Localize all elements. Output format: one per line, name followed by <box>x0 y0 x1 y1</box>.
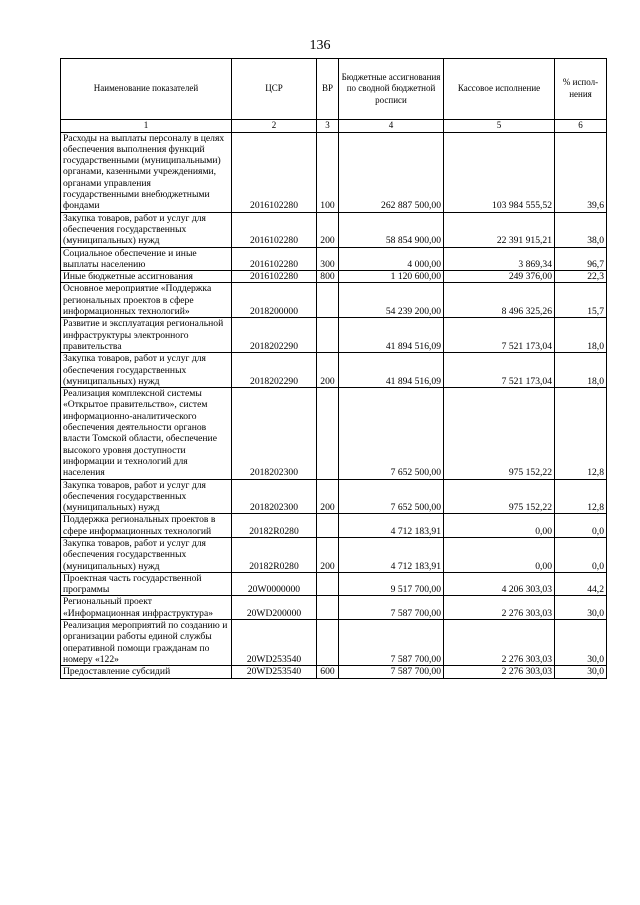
row-budget-allocation: 7 587 700,00 <box>339 596 444 620</box>
row-indicator-name: Предоставление субсидий <box>61 666 232 678</box>
row-csr: 2018200000 <box>232 283 317 318</box>
column-numbers-row <box>61 120 607 133</box>
table-row <box>61 596 607 620</box>
row-vr: 200 <box>317 212 339 247</box>
row-indicator-name: Реализация мероприятий по созданию и организации работы единой службы оперативной помощи гражданам по номеру «122» <box>61 620 232 666</box>
column-number: 5 <box>444 120 555 133</box>
row-csr: 2018202300 <box>232 388 317 479</box>
row-vr <box>317 596 339 620</box>
header-vr: ВР <box>317 59 339 120</box>
row-cash-execution: 8 496 325,26 <box>444 283 555 318</box>
row-csr: 2016102280 <box>232 271 317 283</box>
table-header-row <box>61 59 607 120</box>
row-csr: 2016102280 <box>232 132 317 212</box>
row-indicator-name: Закупка товаров, работ и услуг для обеспечения государственных (муниципальных) нужд <box>61 212 232 247</box>
row-indicator-name: Проектная часть государственной программы <box>61 572 232 596</box>
row-budget-allocation: 262 887 500,00 <box>339 132 444 212</box>
row-cash-execution: 103 984 555,52 <box>444 132 555 212</box>
row-budget-allocation: 41 894 516,09 <box>339 318 444 353</box>
row-csr: 20WD253540 <box>232 620 317 666</box>
table-row <box>61 514 607 538</box>
page-number: 136 <box>309 38 331 53</box>
table-row <box>61 353 607 388</box>
table-row <box>61 479 607 514</box>
row-cash-execution: 7 521 173,04 <box>444 318 555 353</box>
row-csr: 2016102280 <box>232 212 317 247</box>
header-cash-execution: Кассовое исполнение <box>444 59 555 120</box>
table-row <box>61 247 607 271</box>
table-row <box>61 271 607 283</box>
header-budget-allocation: Бюджетные ассигнования по сводной бюджетной росписи <box>339 59 444 120</box>
row-vr: 100 <box>317 132 339 212</box>
header-csr: ЦСР <box>232 59 317 120</box>
row-vr: 200 <box>317 479 339 514</box>
row-budget-allocation: 4 000,00 <box>339 247 444 271</box>
table-row <box>61 666 607 678</box>
row-execution-percent: 15,7 <box>555 283 607 318</box>
row-budget-allocation: 7 587 700,00 <box>339 666 444 678</box>
table-row <box>61 283 607 318</box>
row-cash-execution: 2 276 303,03 <box>444 620 555 666</box>
column-number: 3 <box>317 120 339 133</box>
row-cash-execution: 0,00 <box>444 537 555 572</box>
row-indicator-name: Поддержка региональных проектов в сфере информационных технологий <box>61 514 232 538</box>
row-indicator-name: Региональный проект «Информационная инфраструктура» <box>61 596 232 620</box>
row-cash-execution: 975 152,22 <box>444 388 555 479</box>
row-csr: 2018202300 <box>232 479 317 514</box>
row-execution-percent: 18,0 <box>555 318 607 353</box>
row-csr: 20WD200000 <box>232 596 317 620</box>
column-number: 4 <box>339 120 444 133</box>
table-row <box>61 132 607 212</box>
row-budget-allocation: 58 854 900,00 <box>339 212 444 247</box>
row-cash-execution: 2 276 303,03 <box>444 596 555 620</box>
column-number: 2 <box>232 120 317 133</box>
row-csr: 2016102280 <box>232 247 317 271</box>
row-budget-allocation: 41 894 516,09 <box>339 353 444 388</box>
row-indicator-name: Расходы на выплаты персоналу в целях обеспечения выполнения функций государственными (муниципальными) органами, казенными учреждениями, органами управления государственными внебюджетными фондами <box>61 132 232 212</box>
row-indicator-name: Социальное обеспечение и иные выплаты населению <box>61 247 232 271</box>
row-vr <box>317 388 339 479</box>
row-vr <box>317 318 339 353</box>
column-number: 6 <box>555 120 607 133</box>
row-budget-allocation: 4 712 183,91 <box>339 514 444 538</box>
row-budget-allocation: 7 652 500,00 <box>339 388 444 479</box>
row-budget-allocation: 7 587 700,00 <box>339 620 444 666</box>
row-indicator-name: Иные бюджетные ассигнования <box>61 271 232 283</box>
row-cash-execution: 249 376,00 <box>444 271 555 283</box>
row-vr <box>317 620 339 666</box>
row-vr <box>317 572 339 596</box>
row-execution-percent: 30,0 <box>555 666 607 678</box>
table-row <box>61 388 607 479</box>
row-csr: 20182R0280 <box>232 514 317 538</box>
row-indicator-name: Закупка товаров, работ и услуг для обеспечения государственных (муниципальных) нужд <box>61 479 232 514</box>
row-vr <box>317 283 339 318</box>
row-execution-percent: 12,8 <box>555 388 607 479</box>
row-indicator-name: Реализация комплексной системы «Открытое правительство», систем информационно-аналитического обеспечения деятельности органов власти Томской области, обеспечение высокого уровня доступности информации и технологий для населения <box>61 388 232 479</box>
table-row <box>61 620 607 666</box>
table-row <box>61 212 607 247</box>
row-csr: 20W0000000 <box>232 572 317 596</box>
row-execution-percent: 30,0 <box>555 620 607 666</box>
row-vr <box>317 514 339 538</box>
row-indicator-name: Закупка товаров, работ и услуг для обеспечения государственных (муниципальных) нужд <box>61 353 232 388</box>
budget-execution-table <box>60 58 607 679</box>
row-cash-execution: 2 276 303,03 <box>444 666 555 678</box>
row-indicator-name: Основное мероприятие «Поддержка региональных проектов в сфере информационных технологий» <box>61 283 232 318</box>
table-row <box>61 572 607 596</box>
row-vr: 200 <box>317 537 339 572</box>
row-cash-execution: 4 206 303,03 <box>444 572 555 596</box>
row-cash-execution: 975 152,22 <box>444 479 555 514</box>
row-csr: 20182R0280 <box>232 537 317 572</box>
row-cash-execution: 3 869,34 <box>444 247 555 271</box>
row-cash-execution: 7 521 173,04 <box>444 353 555 388</box>
row-execution-percent: 18,0 <box>555 353 607 388</box>
row-vr: 300 <box>317 247 339 271</box>
row-execution-percent: 12,8 <box>555 479 607 514</box>
row-cash-execution: 22 391 915,21 <box>444 212 555 247</box>
row-execution-percent: 39,6 <box>555 132 607 212</box>
row-csr: 2018202290 <box>232 353 317 388</box>
row-execution-percent: 44,2 <box>555 572 607 596</box>
row-budget-allocation: 54 239 200,00 <box>339 283 444 318</box>
header-indicator-name: Наименование показателей <box>61 59 232 120</box>
table-row <box>61 537 607 572</box>
header-execution-percent: % испол-нения <box>555 59 607 120</box>
row-budget-allocation: 1 120 600,00 <box>339 271 444 283</box>
row-execution-percent: 96,7 <box>555 247 607 271</box>
row-indicator-name: Развитие и эксплуатация региональной инфраструктуры электронного правительства <box>61 318 232 353</box>
row-vr: 600 <box>317 666 339 678</box>
row-execution-percent: 22,3 <box>555 271 607 283</box>
row-execution-percent: 38,0 <box>555 212 607 247</box>
row-budget-allocation: 4 712 183,91 <box>339 537 444 572</box>
row-execution-percent: 0,0 <box>555 514 607 538</box>
row-csr: 2018202290 <box>232 318 317 353</box>
row-csr: 20WD253540 <box>232 666 317 678</box>
row-vr: 800 <box>317 271 339 283</box>
row-cash-execution: 0,00 <box>444 514 555 538</box>
row-budget-allocation: 7 652 500,00 <box>339 479 444 514</box>
row-budget-allocation: 9 517 700,00 <box>339 572 444 596</box>
row-execution-percent: 30,0 <box>555 596 607 620</box>
table-row <box>61 318 607 353</box>
row-indicator-name: Закупка товаров, работ и услуг для обеспечения государственных (муниципальных) нужд <box>61 537 232 572</box>
row-execution-percent: 0,0 <box>555 537 607 572</box>
row-vr: 200 <box>317 353 339 388</box>
column-number: 1 <box>61 120 232 133</box>
